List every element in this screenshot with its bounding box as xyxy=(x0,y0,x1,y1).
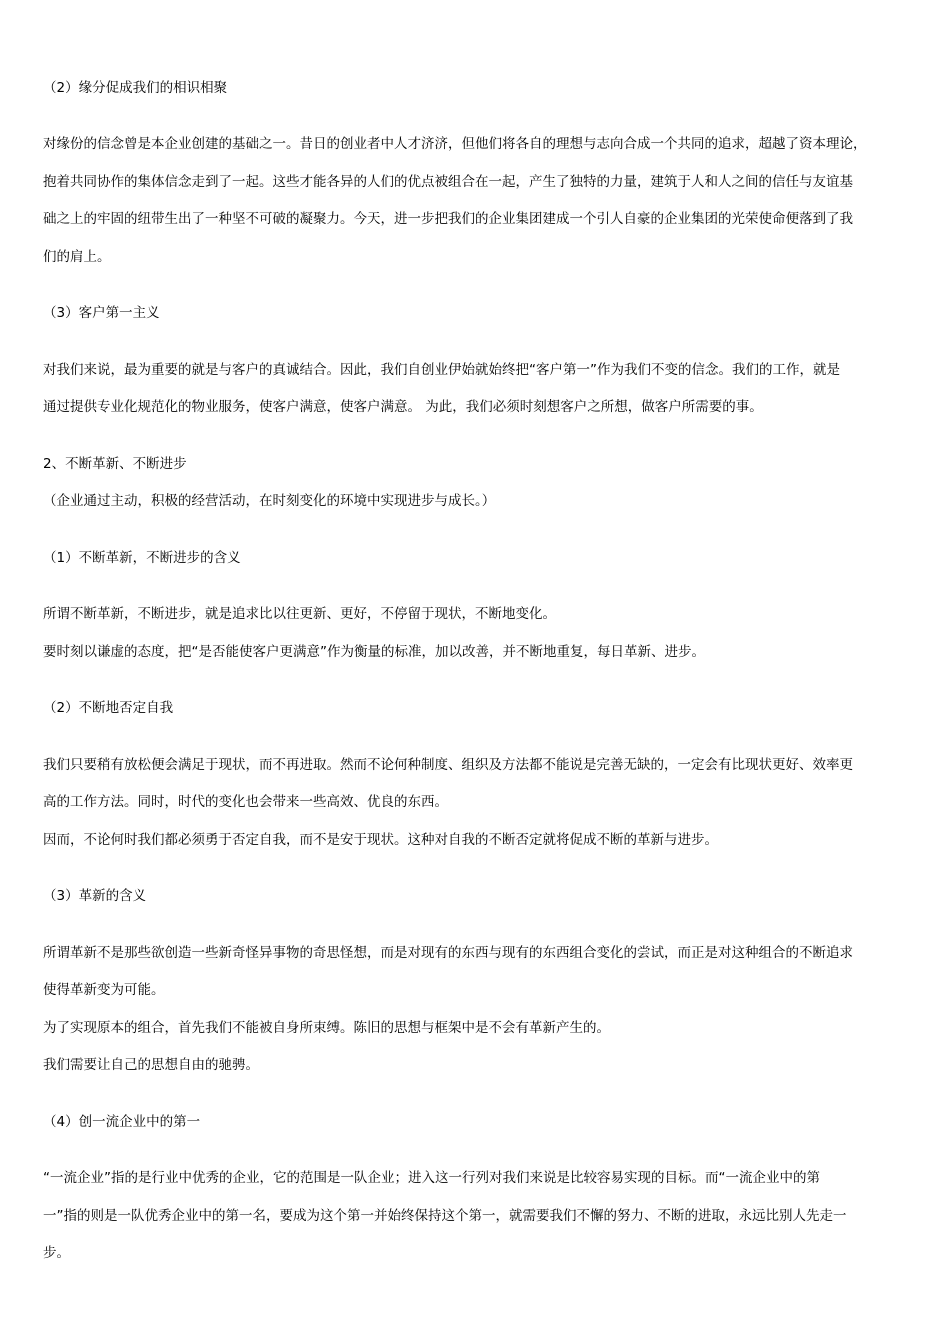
paragraph-line: 我们只要稍有放松便会满足于现状，而不再进取。然而不论何种制度、组织及方法都不能说是完善无缺的，一定会有比现状更好、效率更 xyxy=(43,757,853,773)
paragraph-line: 一”指的则是一队优秀企业中的第一名，要成为这个第一并始终保持这个第一，就需要我们不懈的努力、不断的进取，永远比别人先走一 xyxy=(43,1208,847,1224)
heading-innovation-meaning: （1）不断革新，不断进步的含义 xyxy=(43,550,241,566)
paragraph-line: 使得革新变为可能。 xyxy=(43,982,165,998)
paragraph-line: 步。 xyxy=(43,1245,70,1261)
paragraph-line: 础之上的牢固的纽带生出了一种坚不可破的凝聚力。今天，进一步把我们的企业集团建成一个引人自豪的企业集团的光荣使命便落到了我 xyxy=(43,211,853,227)
paragraph-line: 们的肩上。 xyxy=(43,249,111,265)
heading-self-negation: （2）不断地否定自我 xyxy=(43,700,174,716)
paragraph-line: 高的工作方法。同时，时代的变化也会带来一些高效、优良的东西。 xyxy=(43,794,448,810)
paragraph-line: 因而，不论何时我们都必须勇于否定自我，而不是安于现状。这种对自我的不断否定就将促成不断的革新与进步。 xyxy=(43,832,718,848)
paragraph-line: 通过提供专业化规范化的物业服务，使客户满意，使客户满意。 为此，我们必须时刻想客户之所想，做客户所需要的事。 xyxy=(43,399,763,415)
paragraph-line: 为了实现原本的组合，首先我们不能被自身所束缚。陈旧的思想与框架中是不会有革新产生的。 xyxy=(43,1020,610,1036)
paragraph-line: 要时刻以谦虚的态度，把“是否能使客户更满意”作为衡量的标准，加以改善，并不断地重复，每日革新、进步。 xyxy=(43,644,705,660)
heading-customer-first: （3）客户第一主义 xyxy=(43,305,160,321)
heading-destiny: （2）缘分促成我们的相识相聚 xyxy=(43,80,228,96)
section-2-note: （企业通过主动，积极的经营活动，在时刻变化的环境中实现进步与成长。） xyxy=(43,493,496,509)
paragraph-line: 抱着共同协作的集体信念走到了一起。这些才能各异的人们的优点被组合在一起，产生了独特的力量，建筑于人和人之间的信任与友谊基 xyxy=(43,174,853,190)
paragraph-line: 所谓革新不是那些欲创造一些新奇怪异事物的奇思怪想，而是对现有的东西与现有的东西组合变化的尝试，而正是对这种组合的不断追求 xyxy=(43,945,853,961)
heading-innovation-def: （3）革新的含义 xyxy=(43,888,147,904)
paragraph-line: 我们需要让自己的思想自由的驰骋。 xyxy=(43,1057,259,1073)
paragraph-line: “一流企业”指的是行业中优秀的企业，它的范围是一队企业；进入这一行列对我们来说是比较容易实现的目标。而“一流企业中的第 xyxy=(43,1170,820,1186)
heading-first-class: （4）创一流企业中的第一 xyxy=(43,1114,201,1130)
paragraph-line: 对缘份的信念曾是本企业创建的基础之一。昔日的创业者中人才济济，但他们将各自的理想与志向合成一个共同的追求，超越了资本理论， xyxy=(43,136,867,152)
paragraph-line: 对我们来说，最为重要的就是与客户的真诚结合。因此，我们自创业伊始就始终把“客户第一”作为我们不变的信念。我们的工作，就是 xyxy=(43,362,840,378)
paragraph-line: 所谓不断革新，不断进步，就是追求比以往更新、更好，不停留于现状，不断地变化。 xyxy=(43,606,556,622)
heading-section-2: 2、不断革新、不断进步 xyxy=(43,456,187,472)
